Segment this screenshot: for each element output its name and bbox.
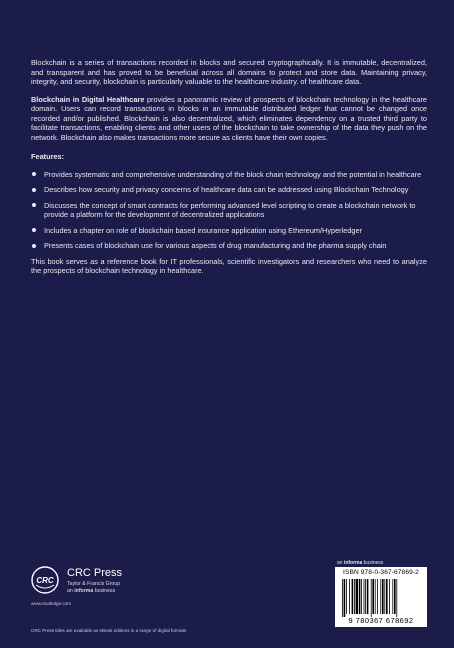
ebook-note: CRC Press titles are available as eBook editions in a range of digital formats xyxy=(31,628,187,633)
feature-item: Presents cases of blockchain use for various aspects of drug manufacturing and the pharma supply chain xyxy=(31,241,427,251)
barcode-digits: 9 780367 678692 xyxy=(348,616,414,625)
publisher-url: www.routledge.com xyxy=(31,601,72,606)
description-paragraph xyxy=(31,95,427,143)
barcode-bar xyxy=(371,579,372,617)
barcode-bars-icon xyxy=(342,579,420,617)
bullet-icon xyxy=(32,228,36,232)
barcode-bar xyxy=(392,579,393,614)
barcode-bar xyxy=(344,579,346,617)
barcode-bar xyxy=(389,579,390,614)
barcode-bar xyxy=(372,579,374,614)
feature-item: Includes a chapter on role of blockchain based insurance application using Ethereum/Hyperledger xyxy=(31,226,427,236)
barcode-bar xyxy=(346,579,347,614)
barcode-bar xyxy=(377,579,378,614)
barcode-bar xyxy=(361,579,362,614)
barcode-bar xyxy=(359,579,361,614)
isbn-label: ISBN 978-0-367-67869-2 xyxy=(343,569,419,576)
feature-item: Provides systematic and comprehensive understanding of the block chain technology and the potential in healthcare xyxy=(31,170,427,180)
description-text: provides a panoramic review of prospects of blockchain technology in the healthcare domain. Users can record transactions in blocks in an immutable distributed ledger that cannot be changed once recorded and/or published. Blockchain is also decentralized, which eliminates dependency on a trusted third party to facilitate transactions, enabling clients and other users of the blockchain to take ownership of the data they push on the network. Blockchain also makes transactions more secure as clients have their own copies. xyxy=(31,94,427,142)
barcode-bar xyxy=(365,579,366,614)
barcode-bar xyxy=(356,579,358,614)
back-cover-text xyxy=(31,58,427,284)
publisher-business: an informa business xyxy=(67,588,116,594)
barcode-bar xyxy=(380,579,381,614)
barcode-bar xyxy=(386,579,388,614)
barcode-bar xyxy=(354,579,355,614)
barcode-bar xyxy=(384,579,385,614)
bullet-icon xyxy=(32,244,36,248)
publisher-group: Taylor & Francis Group xyxy=(67,581,121,587)
intro-paragraph: Blockchain is a series of transactions recorded in blocks and secured cryptographically. It is immutable, decentralized, and transparent and has proved to be beneficial across all domains to protect and store data. Maintaining privacy, integrity, and security, blockchain is particularly valuable to the healthcare industry. of healthcare data. xyxy=(31,58,427,86)
informa-tagline: an informa business xyxy=(337,560,384,566)
crc-logo-icon xyxy=(31,566,59,594)
barcode-bar xyxy=(364,579,365,614)
feature-item: Describes how security and privacy concerns of healthcare data can be addressed using Blockchain Technology xyxy=(31,185,427,195)
closing-paragraph: This book serves as a reference book for IT professionals, scientific investigators and researchers who need to analyze the prospects of blockchain technology in healthcare. xyxy=(31,256,427,275)
crc-logo-text: CRC xyxy=(36,576,54,585)
bullet-icon xyxy=(32,203,36,207)
features-heading: Features: xyxy=(31,152,65,161)
bullet-icon xyxy=(32,172,36,176)
barcode-bar xyxy=(394,579,396,614)
barcode xyxy=(335,567,427,627)
feature-item: Discusses the concept of smart contracts for performing advanced level scripting to create a blockchain network to provide a platform for the development of decentralized applications xyxy=(31,201,427,220)
barcode-bar xyxy=(349,579,350,614)
barcode-bar xyxy=(352,579,354,614)
barcode-bar xyxy=(367,579,369,614)
barcode-bar xyxy=(375,579,376,614)
barcode-bar xyxy=(342,579,343,617)
features-list xyxy=(31,170,427,251)
bullet-icon xyxy=(32,188,36,192)
barcode-bar xyxy=(382,579,384,614)
barcode-bar xyxy=(396,579,397,617)
publisher-name: CRC Press xyxy=(67,567,123,579)
book-title: Blockchain in Digital Healthcare xyxy=(31,94,145,104)
publisher-block xyxy=(31,566,201,616)
